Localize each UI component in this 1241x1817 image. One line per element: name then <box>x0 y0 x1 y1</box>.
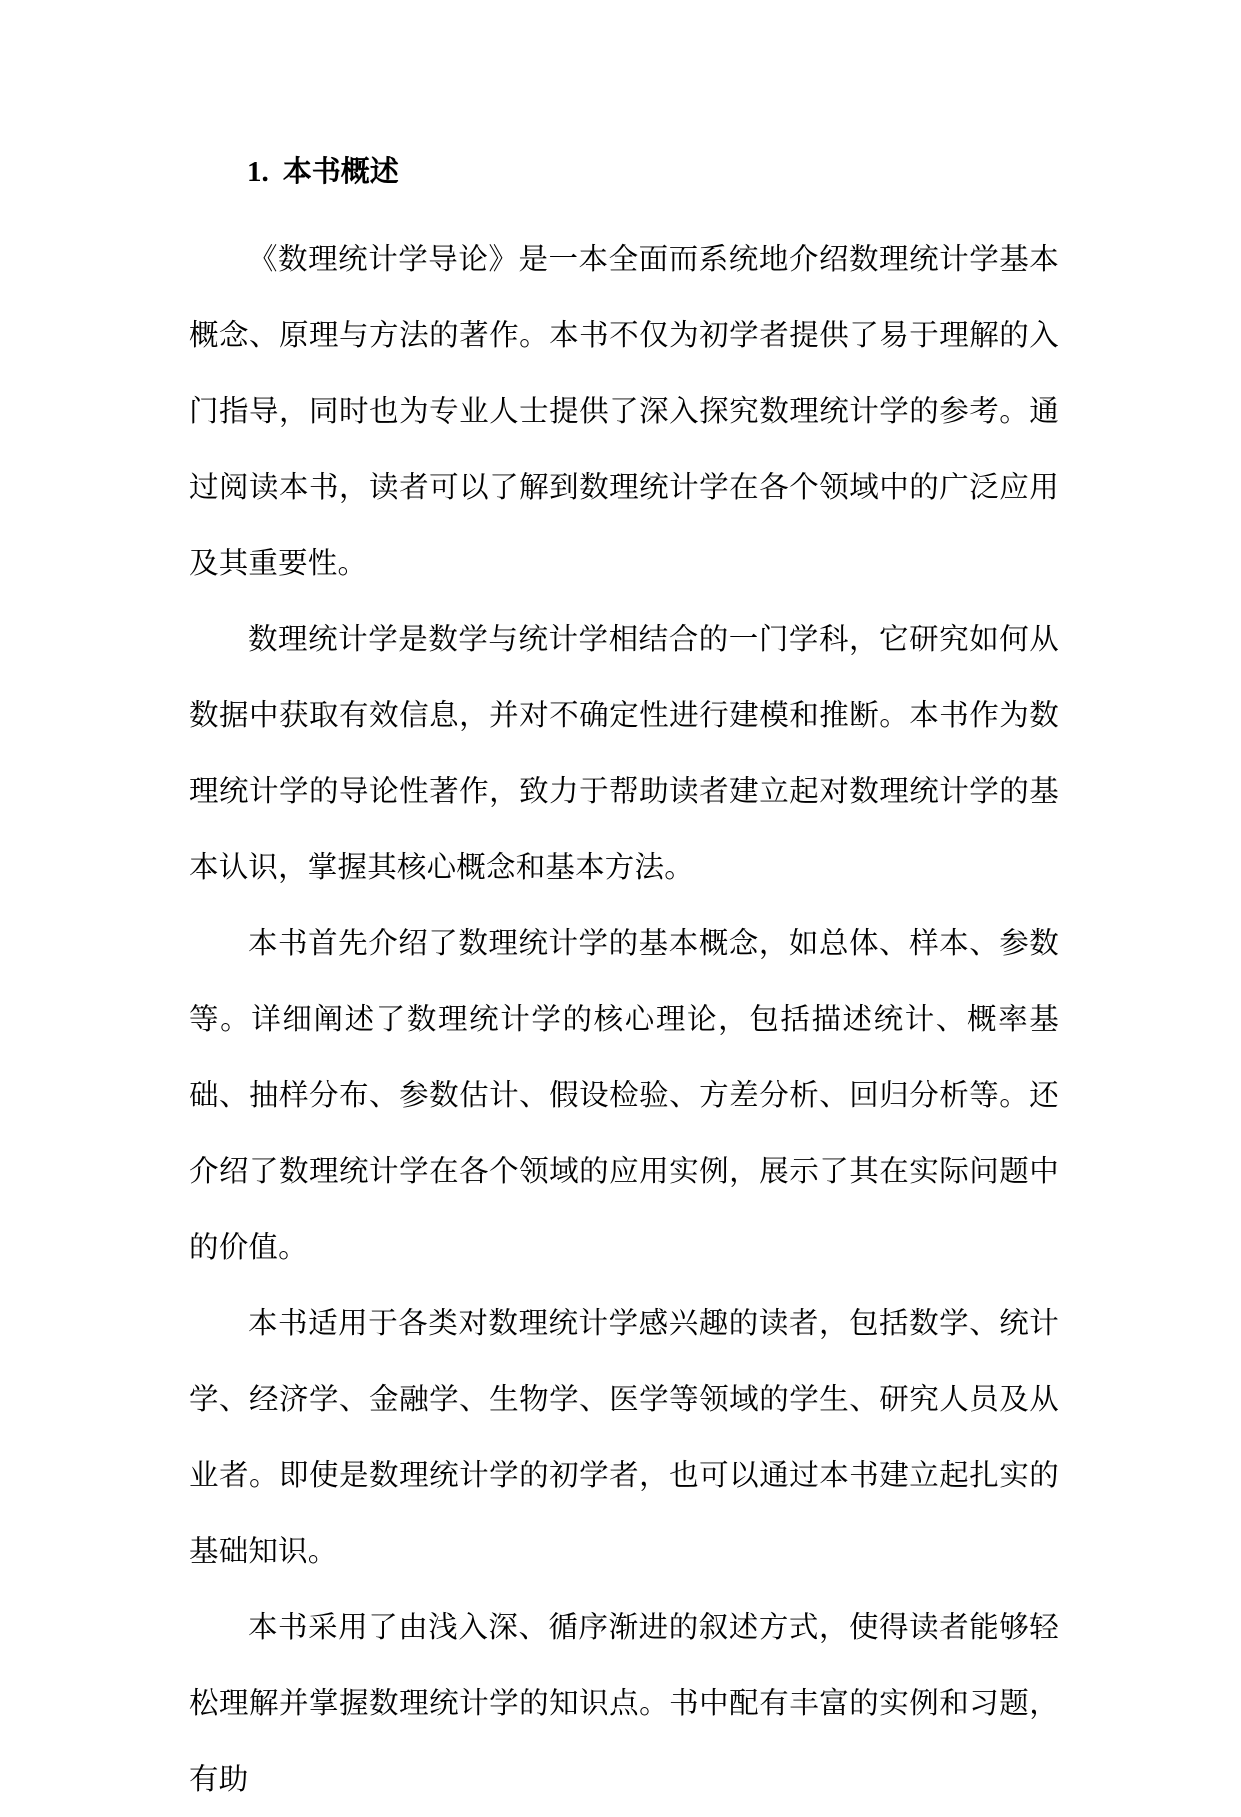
document-body <box>189 145 1059 1817</box>
paragraph-discipline: 数理统计学是数学与统计学相结合的一门学科，它研究如何从数据中获取有效信息，并对不确定性进行建模和推断。本书作为数理统计学的导论性著作，致力于帮助读者建立起对数理统计学的基本认识，掌握其核心概念和基本方法。 <box>189 622 1059 884</box>
section-heading <box>189 145 1059 197</box>
paragraph-approach: 本书采用了由浅入深、循序渐进的叙述方式，使得读者能够轻松理解并掌握数理统计学的知识点。书中配有丰富的实例和习题，有助 <box>189 1610 1059 1796</box>
paragraph-book-intro: 《数理统计学导论》是一本全面而系统地介绍数理统计学基本概念、原理与方法的著作。本书不仅为初学者提供了易于理解的入门指导，同时也为专业人士提供了深入探究数理统计学的参考。通过阅读本书，读者可以了解到数理统计学在各个领域中的广泛应用及其重要性。 <box>189 242 1059 580</box>
paragraph-audience: 本书适用于各类对数理统计学感兴趣的读者，包括数学、统计学、经济学、金融学、生物学、医学等领域的学生、研究人员及从业者。即使是数理统计学的初学者，也可以通过本书建立起扎实的基础知识。 <box>189 1306 1059 1568</box>
section-number: 1. <box>247 156 269 188</box>
section-title: 本书概述 <box>282 154 399 188</box>
paragraph-contents: 本书首先介绍了数理统计学的基本概念，如总体、样本、参数等。详细阐述了数理统计学的核心理论，包括描述统计、概率基础、抽样分布、参数估计、假设检验、方差分析、回归分析等。还介绍了数理统计学在各个领域的应用实例，展示了其在实际问题中的价值。 <box>189 926 1059 1264</box>
